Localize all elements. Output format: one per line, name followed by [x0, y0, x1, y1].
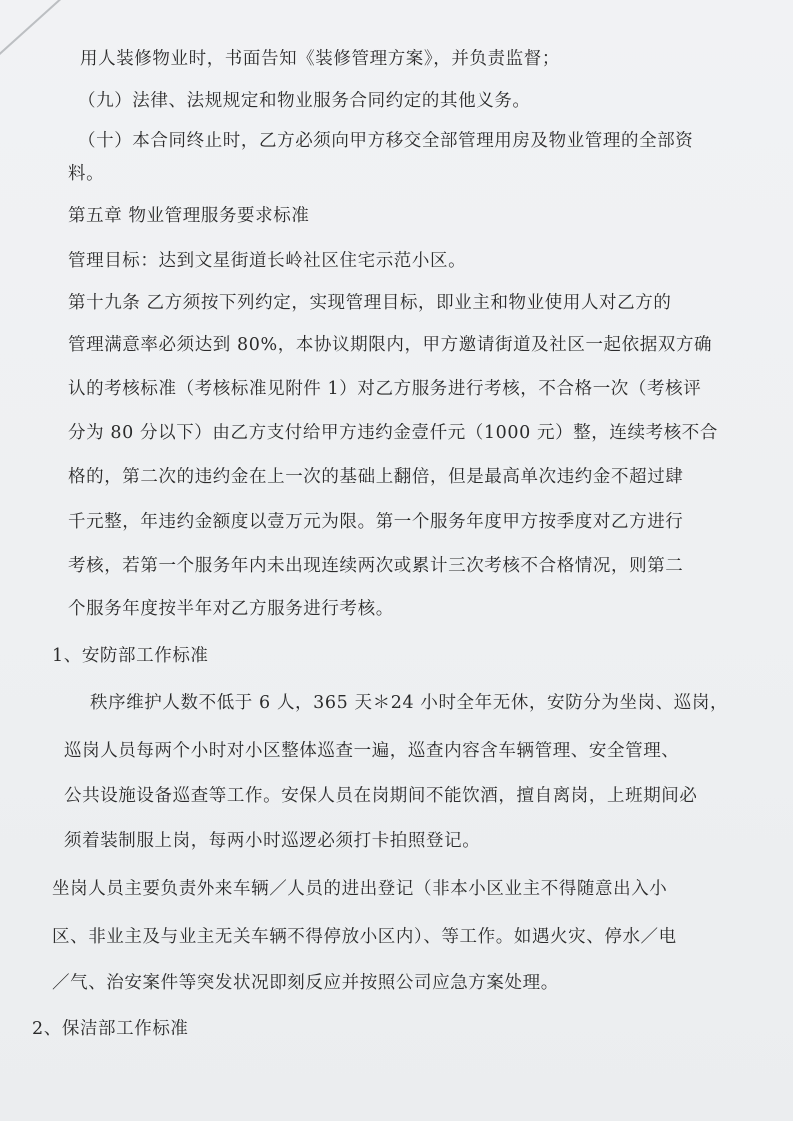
chapter-heading: 第五章 物业管理服务要求标准	[68, 206, 310, 226]
text-line-10: 分为 80 分以下）由乙方支付给甲方违约金壹仟元（1000 元）整，连续考核不合	[68, 423, 718, 443]
text-line-19: 须着装制服上岗，每两小时巡逻必须打卡拍照登记。	[64, 831, 481, 851]
text-line-8: 管理满意率必须达到 80%，本协议期限内，甲方邀请街道及社区一起依据双方确	[68, 335, 713, 355]
section-heading-security: 1、安防部工作标准	[52, 646, 209, 666]
management-goal: 管理目标：达到文星街道长岭社区住宅示范小区。	[68, 251, 467, 271]
text-line-21: 区、非业主及与业主无关车辆不得停放小区内）、等工作。如遇火灾、停水／电	[52, 927, 677, 947]
text-line-18: 公共设施设备巡查等工作。安保人员在岗期间不能饮酒，擅自离岗，上班期间必	[64, 786, 698, 806]
text-line-2: （九）法律、法规规定和物业服务合同约定的其他义务。	[78, 91, 531, 111]
text-line-22: ／气、治安案件等突发状况即刻反应并按照公司应急方案处理。	[52, 973, 559, 993]
text-line-7: 第十九条 乙方须按下列约定，实现管理目标，即业主和物业使用人对乙方的	[68, 293, 672, 313]
page-fold-mark	[0, 0, 63, 60]
text-line-12: 千元整，年违约金额度以壹万元为限。第一个服务年度甲方按季度对乙方进行	[68, 512, 684, 532]
text-line-3: （十）本合同终止时，乙方必须向甲方移交全部管理用房及物业管理的全部资	[78, 131, 694, 151]
text-line-20: 坐岗人员主要负责外来车辆／人员的进出登记（非本小区业主不得随意出入小	[52, 879, 668, 899]
section-heading-cleaning: 2、保洁部工作标准	[32, 1019, 189, 1039]
text-line-13: 考核，若第一个服务年内未出现连续两次或累计三次考核不合格情况，则第二	[68, 556, 684, 576]
text-line-9: 认的考核标准（考核标准见附件 1）对乙方服务进行考核，不合格一次（考核评	[68, 379, 702, 399]
text-line-14: 个服务年度按半年对乙方服务进行考核。	[68, 599, 394, 619]
text-line-1: 用人装修物业时，书面告知《装修管理方案》，并负责监督；	[80, 49, 560, 69]
text-line-4: 料。	[68, 164, 105, 184]
text-line-16: 秩序维护人数不低于 6 人，365 天＊24 小时全年无休，安防分为坐岗、巡岗，	[90, 693, 729, 713]
text-line-11: 格的，第二次的违约金在上一次的基础上翻倍，但是最高单次违约金不超过肆	[68, 467, 684, 487]
text-line-17: 巡岗人员每两个小时对小区整体巡查一遍，巡查内容含车辆管理、安全管理、	[64, 741, 680, 761]
